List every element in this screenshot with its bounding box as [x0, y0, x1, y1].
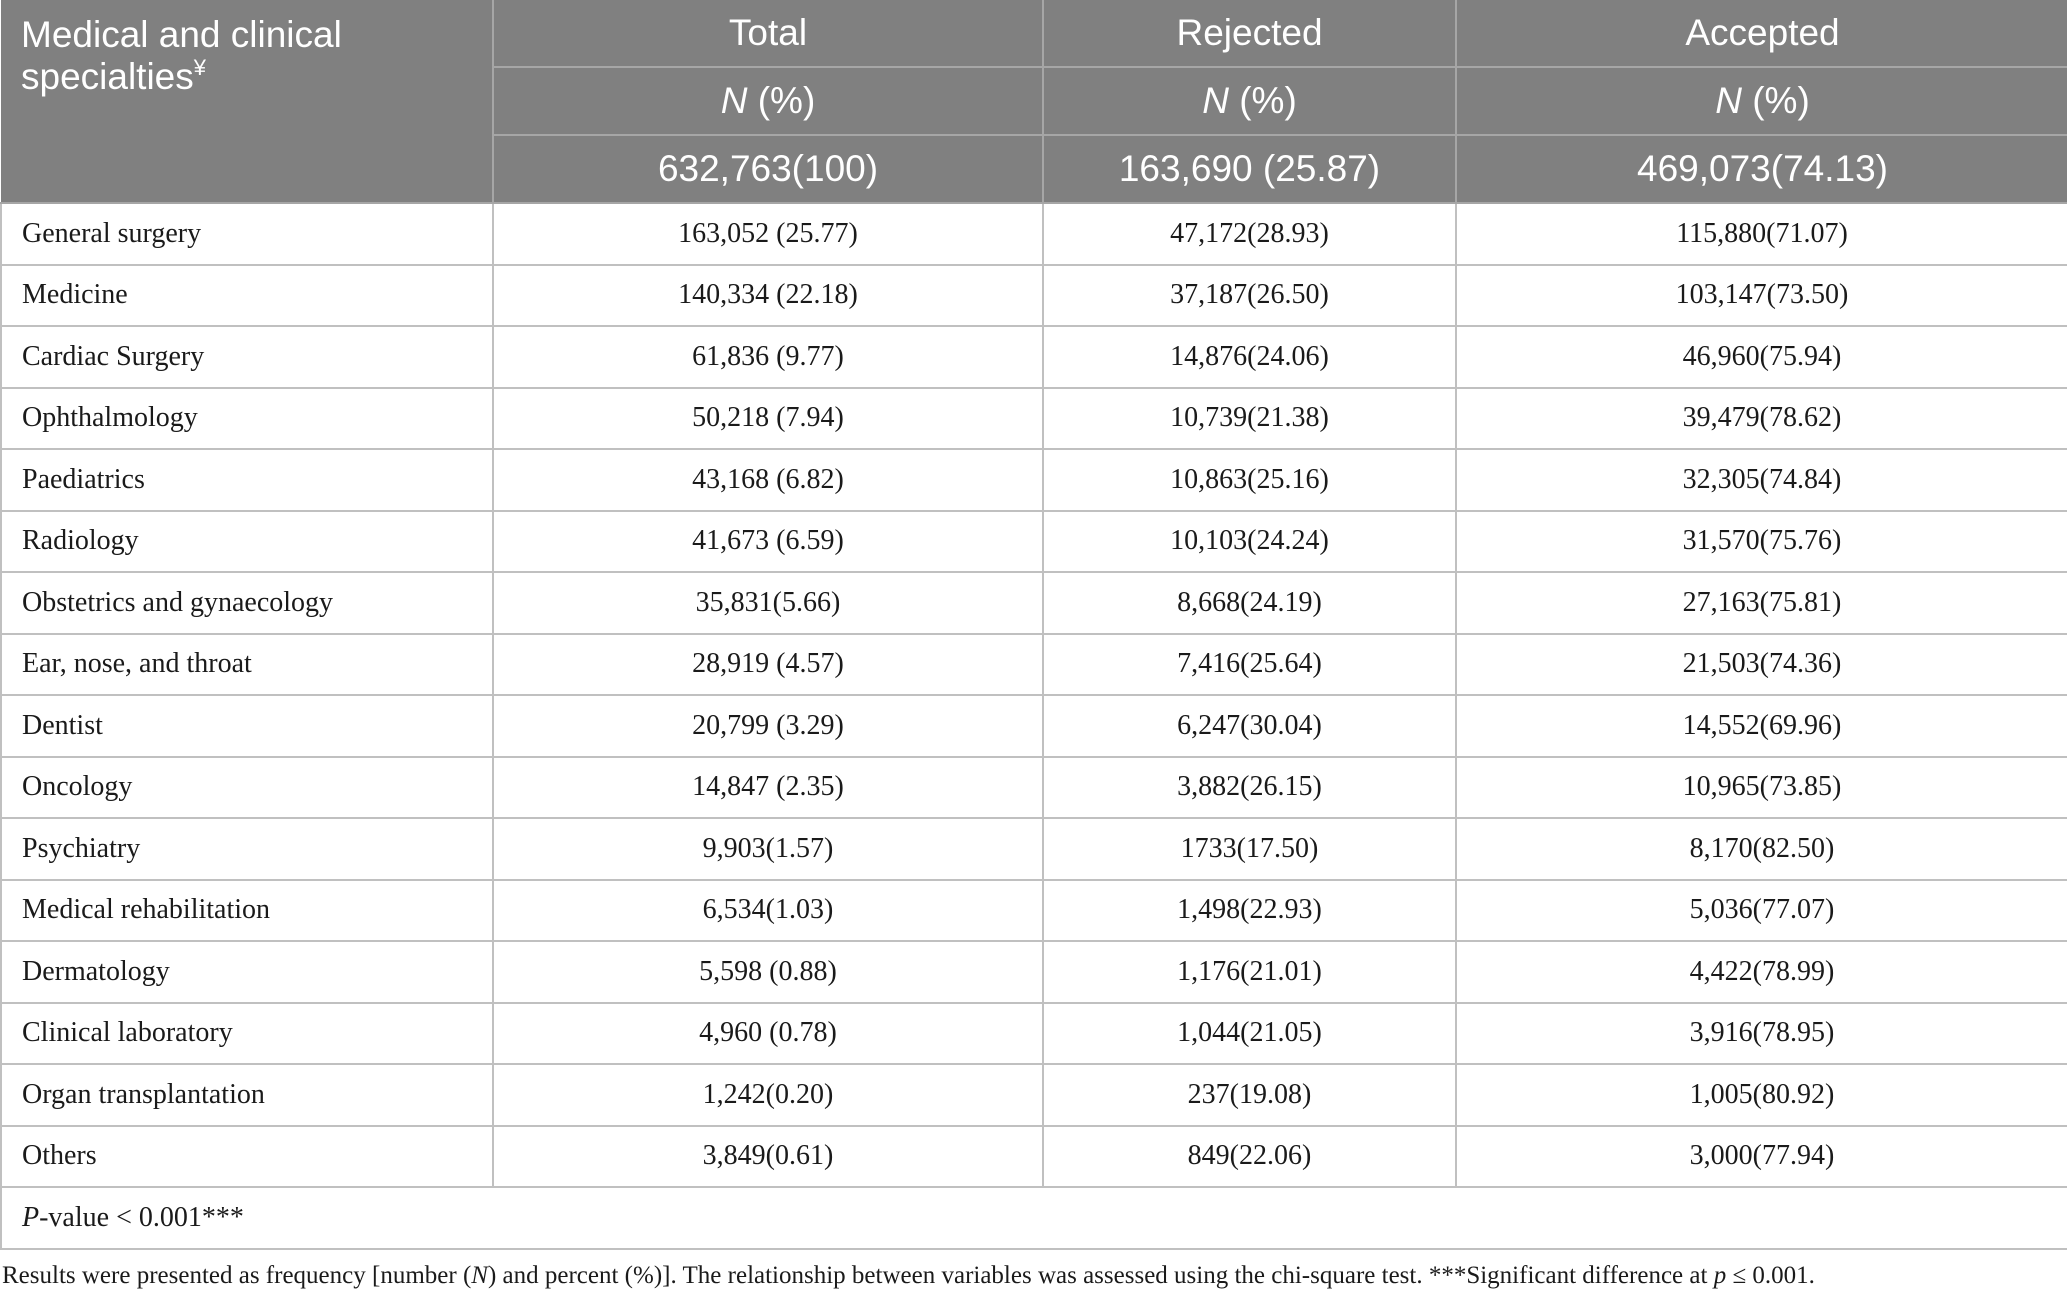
cell-rejected: 1,044(21.05): [1043, 1003, 1456, 1065]
cell-total: 20,799 (3.29): [493, 695, 1043, 757]
table-row: [1, 449, 2067, 511]
cell-rejected: 10,739(21.38): [1043, 388, 1456, 450]
header-specialty-marker: ¥: [193, 55, 207, 80]
cell-specialty: Clinical laboratory: [1, 1003, 493, 1065]
cell-accepted: 21,503(74.36): [1456, 634, 2067, 696]
table-row: [1, 572, 2067, 634]
grand-total: 632,763(100): [493, 135, 1043, 203]
cell-rejected: 237(19.08): [1043, 1064, 1456, 1126]
cell-specialty: Radiology: [1, 511, 493, 573]
header-total: Total: [493, 0, 1043, 67]
cell-total: 9,903(1.57): [493, 818, 1043, 880]
table-header: [1, 0, 2067, 203]
cell-total: 5,598 (0.88): [493, 941, 1043, 1003]
pvalue-cell: [1, 1187, 2067, 1249]
cell-rejected: 47,172(28.93): [1043, 203, 1456, 265]
cell-rejected: 1733(17.50): [1043, 818, 1456, 880]
cell-specialty: Cardiac Surgery: [1, 326, 493, 388]
cell-rejected: 1,498(22.93): [1043, 880, 1456, 942]
pvalue-symbol: P: [22, 1201, 40, 1233]
cell-rejected: 849(22.06): [1043, 1126, 1456, 1188]
caption-part2: ) and percent (%)]. The relationship between variables was assessed using the chi-square test. ***Significant difference at: [487, 1261, 1714, 1289]
cell-rejected: 6,247(30.04): [1043, 695, 1456, 757]
unit-accepted: [1456, 67, 2067, 135]
table-row: [1, 203, 2067, 265]
cell-specialty: Psychiatry: [1, 818, 493, 880]
cell-rejected: 10,863(25.16): [1043, 449, 1456, 511]
cell-accepted: 8,170(82.50): [1456, 818, 2067, 880]
cell-accepted: 4,422(78.99): [1456, 941, 2067, 1003]
cell-total: 28,919 (4.57): [493, 634, 1043, 696]
cell-total: 41,673 (6.59): [493, 511, 1043, 573]
cell-total: 4,960 (0.78): [493, 1003, 1043, 1065]
cell-accepted: 31,570(75.76): [1456, 511, 2067, 573]
cell-accepted: 14,552(69.96): [1456, 695, 2067, 757]
cell-specialty: Paediatrics: [1, 449, 493, 511]
cell-specialty: Medicine: [1, 265, 493, 327]
caption-p: p: [1713, 1261, 1727, 1289]
cell-specialty: Ophthalmology: [1, 388, 493, 450]
table-row: [1, 1003, 2067, 1065]
header-rejected: Rejected: [1043, 0, 1456, 67]
table-row: [1, 634, 2067, 696]
table-row: [1, 1126, 2067, 1188]
unit-n: N: [1715, 80, 1742, 121]
grand-accepted: 469,073(74.13): [1456, 135, 2067, 203]
cell-specialty: Organ transplantation: [1, 1064, 493, 1126]
table-row: [1, 1064, 2067, 1126]
header-specialty-label: Medical and clinical specialties: [21, 14, 342, 97]
cell-specialty: Others: [1, 1126, 493, 1188]
table-row: [1, 265, 2067, 327]
header-accepted: Accepted: [1456, 0, 2067, 67]
table-row: [1, 326, 2067, 388]
cell-total: 140,334 (22.18): [493, 265, 1043, 327]
cell-accepted: 32,305(74.84): [1456, 449, 2067, 511]
cell-rejected: 10,103(24.24): [1043, 511, 1456, 573]
cell-specialty: Ear, nose, and throat: [1, 634, 493, 696]
caption-part3: ≤ 0.001.: [1726, 1261, 1815, 1289]
table-row: [1, 388, 2067, 450]
cell-specialty: Medical rehabilitation: [1, 880, 493, 942]
cell-accepted: 10,965(73.85): [1456, 757, 2067, 819]
cell-total: 1,242(0.20): [493, 1064, 1043, 1126]
table-body: [1, 203, 2067, 1249]
cell-total: 50,218 (7.94): [493, 388, 1043, 450]
cell-specialty: General surgery: [1, 203, 493, 265]
cell-accepted: 39,479(78.62): [1456, 388, 2067, 450]
cell-accepted: 103,147(73.50): [1456, 265, 2067, 327]
cell-accepted: 3,916(78.95): [1456, 1003, 2067, 1065]
cell-rejected: 8,668(24.19): [1043, 572, 1456, 634]
cell-total: 163,052 (25.77): [493, 203, 1043, 265]
cell-total: 35,831(5.66): [493, 572, 1043, 634]
cell-accepted: 46,960(75.94): [1456, 326, 2067, 388]
unit-n: N: [1202, 80, 1229, 121]
header-specialty: [1, 0, 493, 203]
table-row: [1, 757, 2067, 819]
table-caption: [0, 1250, 2067, 1290]
cell-rejected: 37,187(26.50): [1043, 265, 1456, 327]
unit-n: N: [720, 80, 748, 121]
cell-accepted: 5,036(77.07): [1456, 880, 2067, 942]
cell-total: 61,836 (9.77): [493, 326, 1043, 388]
unit-total: [493, 67, 1043, 135]
cell-rejected: 3,882(26.15): [1043, 757, 1456, 819]
cell-accepted: 27,163(75.81): [1456, 572, 2067, 634]
table-row: [1, 818, 2067, 880]
cell-specialty: Oncology: [1, 757, 493, 819]
cell-total: 3,849(0.61): [493, 1126, 1043, 1188]
cell-specialty: Dentist: [1, 695, 493, 757]
cell-specialty: Dermatology: [1, 941, 493, 1003]
caption-n: N: [471, 1261, 488, 1289]
pvalue-row: [1, 1187, 2067, 1249]
cell-total: 43,168 (6.82): [493, 449, 1043, 511]
cell-total: 6,534(1.03): [493, 880, 1043, 942]
cell-accepted: 1,005(80.92): [1456, 1064, 2067, 1126]
unit-rejected: [1043, 67, 1456, 135]
cell-rejected: 14,876(24.06): [1043, 326, 1456, 388]
unit-pct: (%): [1741, 80, 1810, 121]
cell-rejected: 1,176(21.01): [1043, 941, 1456, 1003]
cell-specialty: Obstetrics and gynaecology: [1, 572, 493, 634]
cell-total: 14,847 (2.35): [493, 757, 1043, 819]
caption-part1: Results were presented as frequency [number (: [2, 1261, 472, 1289]
grand-rejected: 163,690 (25.87): [1043, 135, 1456, 203]
unit-pct: (%): [747, 80, 816, 121]
cell-rejected: 7,416(25.64): [1043, 634, 1456, 696]
cell-accepted: 3,000(77.94): [1456, 1126, 2067, 1188]
table-row: [1, 941, 2067, 1003]
table-row: [1, 880, 2067, 942]
table-row: [1, 695, 2067, 757]
pvalue-text: -value < 0.001***: [39, 1201, 244, 1233]
table-row: [1, 511, 2067, 573]
cell-accepted: 115,880(71.07): [1456, 203, 2067, 265]
unit-pct: (%): [1228, 80, 1297, 121]
